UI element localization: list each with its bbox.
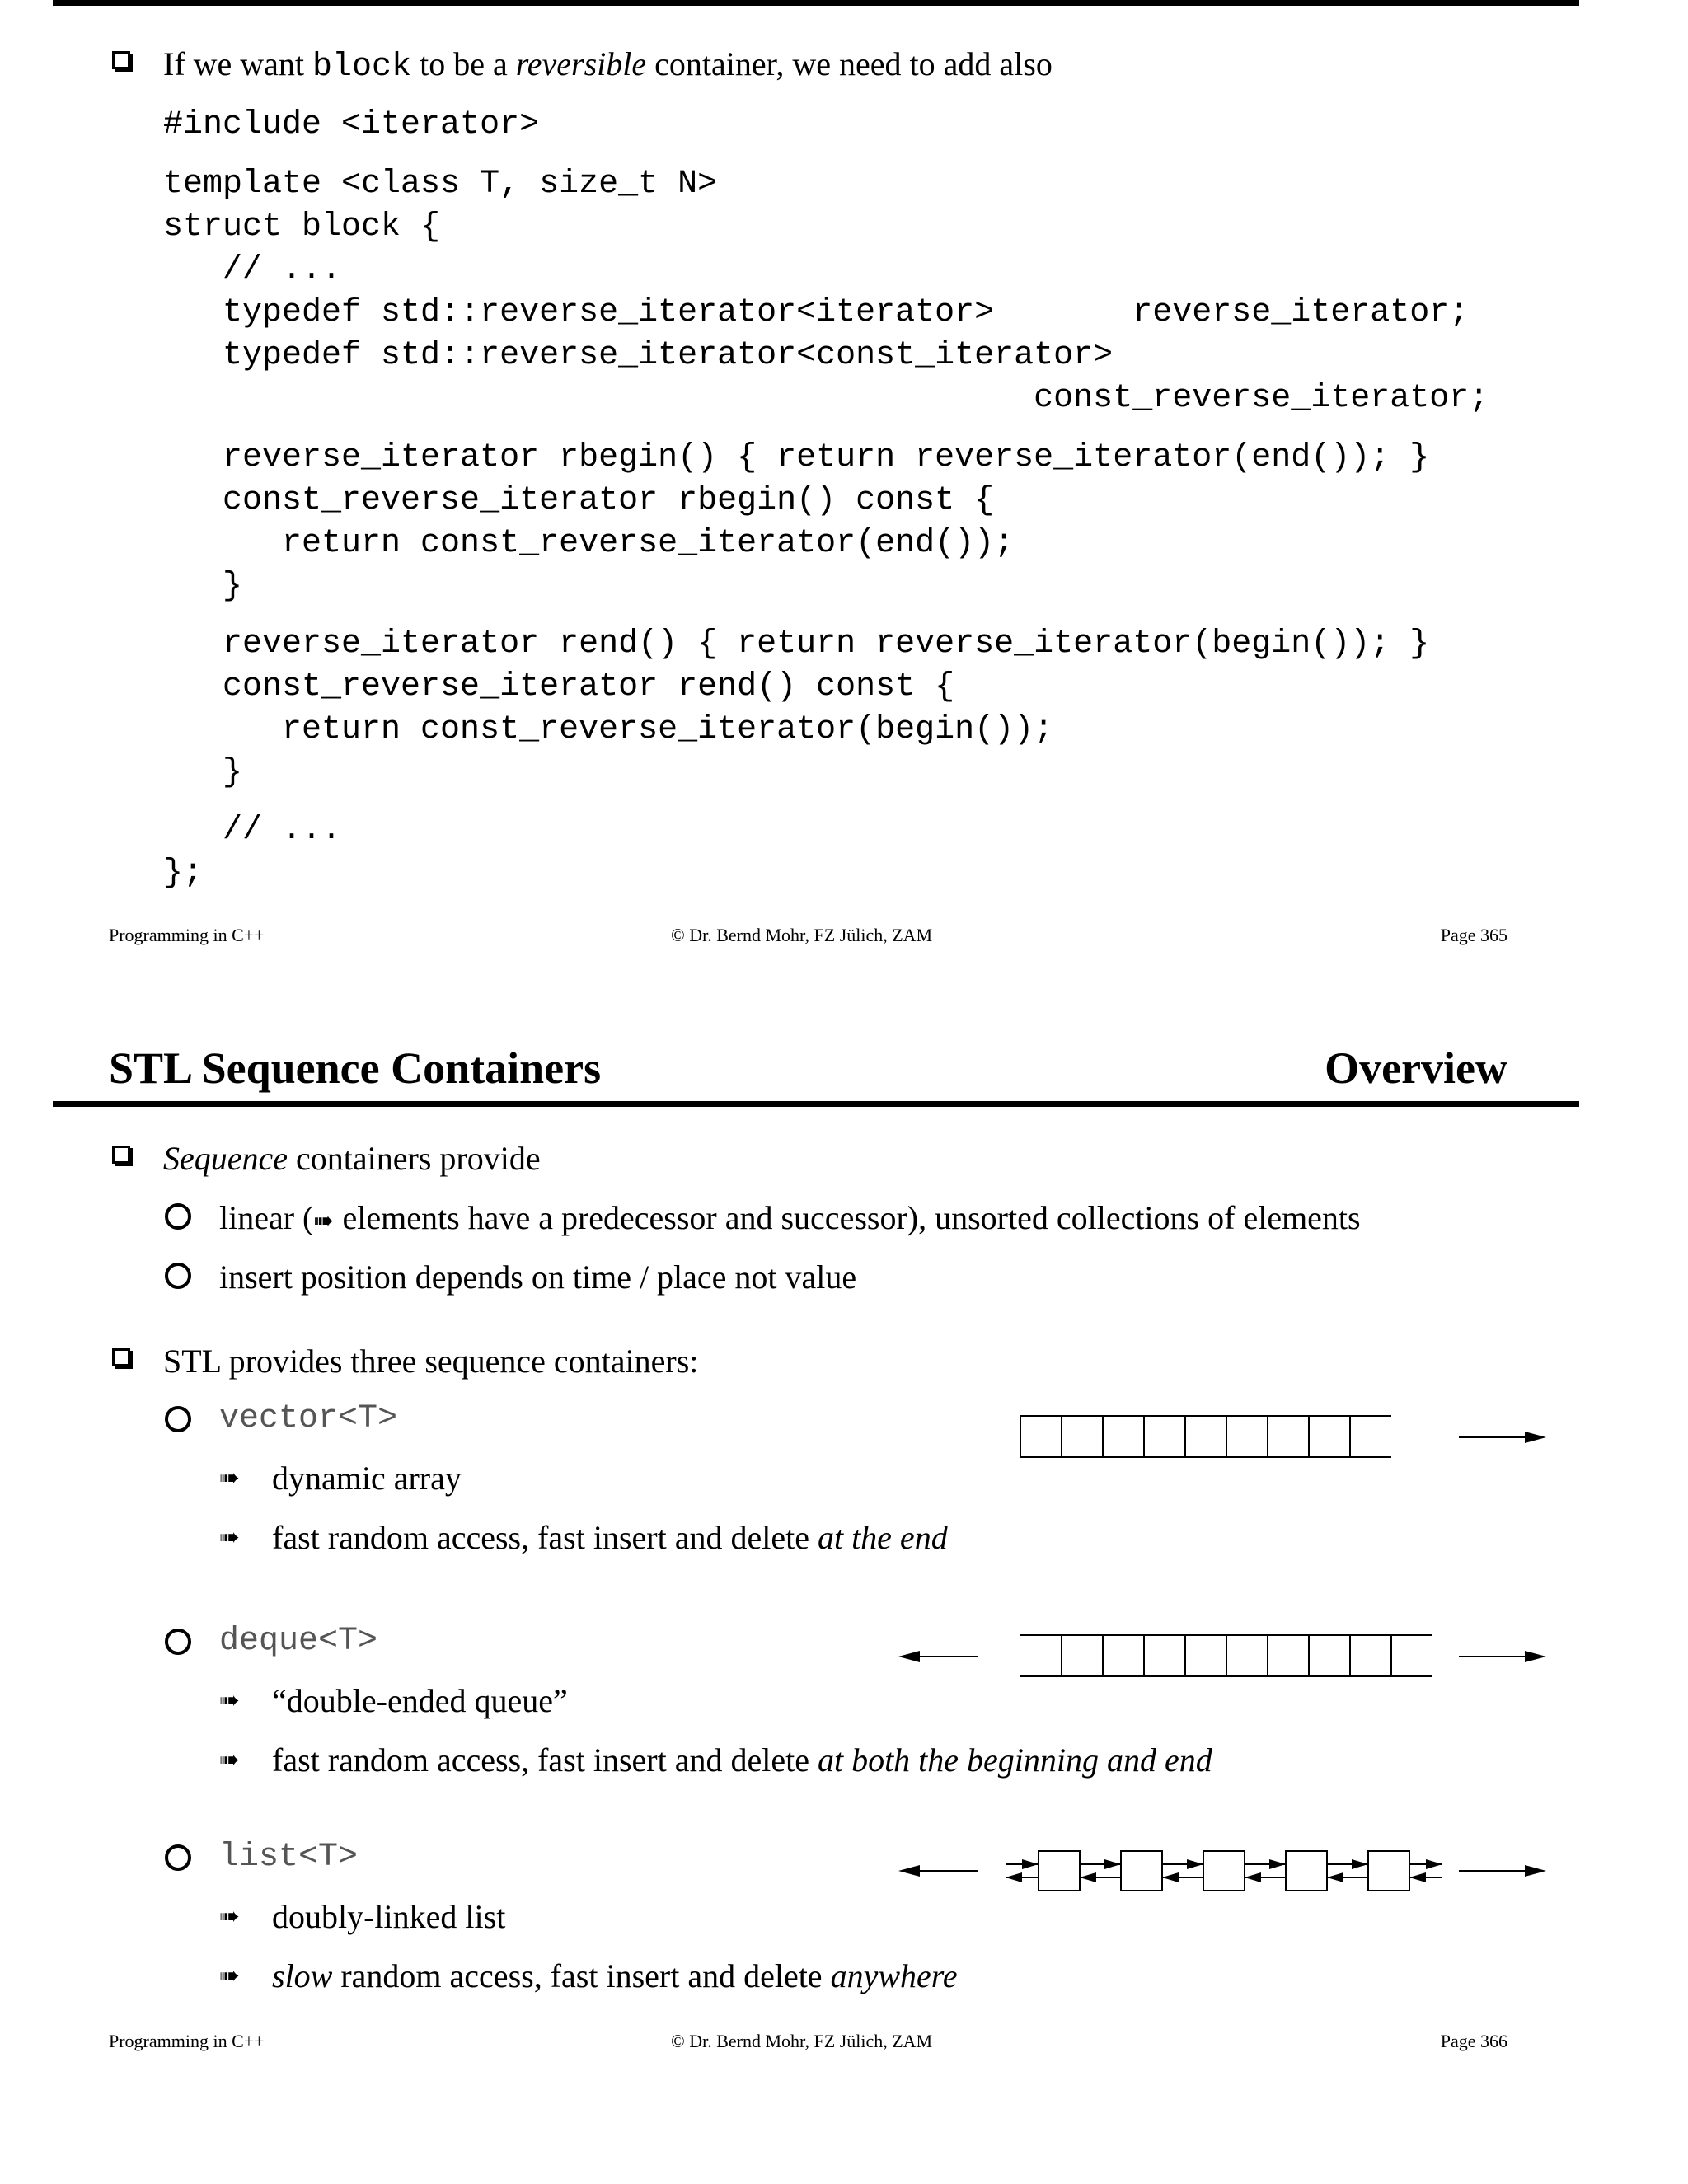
list-diagram xyxy=(898,1835,1550,1900)
code-line: } xyxy=(163,754,243,791)
vector-desc-2 xyxy=(272,1518,948,1558)
code-line: return const_reverse_iterator(end()); xyxy=(163,525,1015,562)
square-bullet-icon xyxy=(112,1348,130,1366)
circle-bullet-icon xyxy=(165,1844,191,1871)
square-bullet-icon xyxy=(112,1146,130,1164)
code-line: reverse_iterator rend() { return reverse_iterator(begin()); } xyxy=(163,626,1430,663)
circle-bullet-icon xyxy=(165,1263,191,1289)
footer-center: © Dr. Bernd Mohr, FZ Jülich, ZAM xyxy=(671,2031,933,2051)
bullet-text-prefix: If we want xyxy=(163,45,313,82)
bullet-text-middle: to be a xyxy=(411,45,516,82)
sub-bullet-linear-post: elements have a predecessor and successor), unsorted collections of elements xyxy=(334,1199,1361,1236)
right-arrow-bullet-icon: ➠ xyxy=(219,1902,241,1931)
deque-diagram xyxy=(898,1620,1550,1686)
right-arrow-bullet-icon: ➠ xyxy=(219,1464,241,1493)
deque-desc-2 xyxy=(272,1741,1212,1780)
vector-desc-1: dynamic array xyxy=(272,1460,462,1497)
circle-bullet-icon xyxy=(165,1203,191,1230)
list-name: list<T> xyxy=(219,1839,359,1876)
list-desc-2-italic-2: anywhere xyxy=(830,1957,958,1994)
code-line: #include <iterator> xyxy=(163,106,540,143)
square-bullet-icon xyxy=(112,51,130,69)
bullet-sequence xyxy=(163,1139,541,1179)
page-title-right: Overview xyxy=(1325,1043,1507,1093)
code-line: template <class T, size_t N> xyxy=(163,166,718,203)
deque-desc-1: “double-ended queue” xyxy=(272,1682,568,1719)
code-line: const_reverse_iterator rbegin() const { xyxy=(163,482,995,519)
footer-center: © Dr. Bernd Mohr, FZ Jülich, ZAM xyxy=(671,925,933,945)
bullet-stl-provides: STL provides three sequence containers: xyxy=(163,1343,699,1380)
circle-bullet-icon xyxy=(165,1629,191,1655)
right-arrow-bullet-icon: ➠ xyxy=(219,1746,241,1774)
vector-diagram xyxy=(1014,1401,1550,1467)
footer-page-number: Page 365 xyxy=(1440,925,1507,945)
footer-left: Programming in C++ xyxy=(109,2031,265,2051)
bullet-sequence-rest: containers provide xyxy=(288,1140,541,1177)
right-arrow-bullet-icon: ➠ xyxy=(219,1523,241,1552)
code-line: typedef std::reverse_iterator<iterator> reverse_iterator; xyxy=(163,294,1470,331)
list-desc-2 xyxy=(272,1957,958,1996)
bullet-sequence-italic: Sequence xyxy=(163,1140,288,1177)
code-line: struct block { xyxy=(163,209,441,246)
bullet-code-block: block xyxy=(312,49,412,86)
sub-bullet-linear xyxy=(219,1198,1361,1241)
list-desc-2-italic-1: slow xyxy=(272,1957,333,1994)
code-line: reverse_iterator rbegin() { return reverse_iterator(end()); } xyxy=(163,439,1430,476)
list-desc-2-text: random access, fast insert and delete xyxy=(332,1957,831,1994)
footer-page-number: Page 366 xyxy=(1440,2031,1507,2051)
bullet-text-italic: reversible xyxy=(515,45,647,82)
vector-desc-2-text: fast random access, fast insert and delete xyxy=(272,1519,818,1556)
circle-bullet-icon xyxy=(165,1406,191,1432)
vector-desc-2-italic: at the end xyxy=(817,1519,948,1556)
right-arrow-bullet-icon: ➠ xyxy=(219,1961,241,1990)
code-line: // ... xyxy=(163,251,342,288)
top-rule xyxy=(53,0,1579,6)
bullet-text xyxy=(163,45,1053,87)
list-desc-1: doubly-linked list xyxy=(272,1898,506,1935)
code-line: typedef std::reverse_iterator<const_iterator> xyxy=(163,337,1114,374)
bullet-text-suffix: container, we need to add also xyxy=(646,45,1053,82)
page-title: STL Sequence Containers xyxy=(109,1043,602,1093)
right-arrow-bullet-icon: ➠ xyxy=(219,1686,241,1715)
code-line: // ... xyxy=(163,812,342,849)
deque-desc-2-italic: at both the beginning and end xyxy=(817,1741,1212,1779)
deque-desc-2-text: fast random access, fast insert and delete xyxy=(272,1741,818,1779)
code-line: } xyxy=(163,568,243,605)
vector-name: vector<T> xyxy=(219,1400,398,1437)
code-line: const_reverse_iterator rend() const { xyxy=(163,668,955,705)
code-line: return const_reverse_iterator(begin()); xyxy=(163,711,1054,748)
deque-name: deque<T> xyxy=(219,1623,378,1660)
implies-arrow-icon: ➠ xyxy=(313,1207,335,1235)
title-rule xyxy=(53,1101,1579,1107)
code-line: }; xyxy=(163,855,204,892)
sub-bullet-linear-pre: linear ( xyxy=(219,1199,314,1236)
sub-bullet-insert: insert position depends on time / place not value xyxy=(219,1258,857,1296)
code-line: const_reverse_iterator; xyxy=(163,380,1489,417)
footer-left: Programming in C++ xyxy=(109,925,265,945)
